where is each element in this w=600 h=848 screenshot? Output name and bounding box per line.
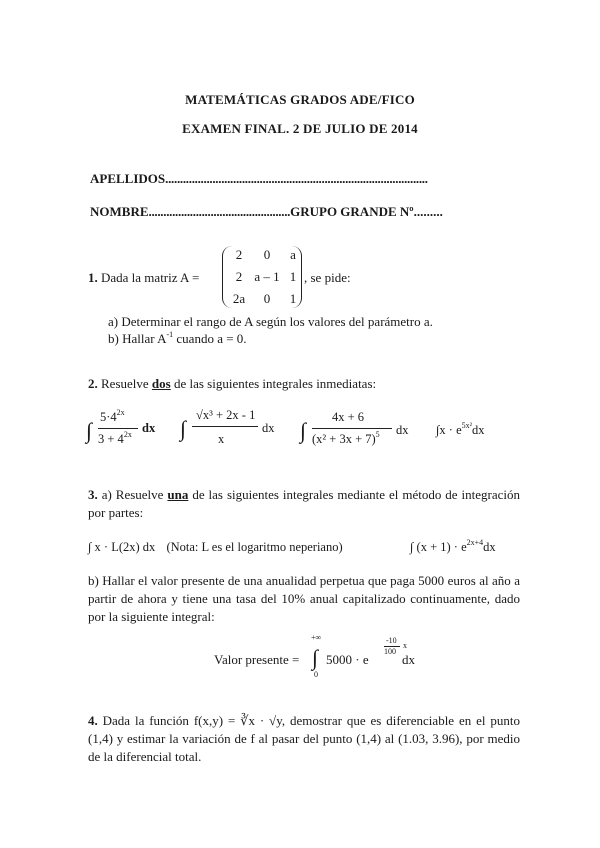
q2-i1-dx: dx bbox=[142, 421, 156, 435]
nombre-label: NOMBRE bbox=[90, 204, 149, 219]
q2-i4-sup: 5x² bbox=[461, 421, 473, 430]
q2-i3-den-text: (x² + 3x + 7) bbox=[312, 432, 376, 446]
q1-intro-text: Dada la matriz A = bbox=[101, 270, 200, 285]
q2-i2-den: x bbox=[218, 432, 225, 446]
q1-intro bbox=[88, 270, 199, 286]
vp-exp-den: 100 bbox=[384, 647, 396, 656]
q3-integral-2 bbox=[410, 540, 496, 555]
matrix-cell: 2 bbox=[235, 247, 243, 262]
fraction-line bbox=[312, 428, 392, 429]
q1-b-pre: b) Hallar A bbox=[108, 331, 167, 346]
q2-number: 2. bbox=[88, 376, 98, 391]
vp-upper-limit: +∞ bbox=[311, 633, 322, 642]
q2-text-bold: dos bbox=[151, 376, 171, 391]
q2-text-pre: Resuelve bbox=[101, 376, 152, 391]
matrix-cell: 1 bbox=[289, 291, 297, 306]
grupo-label: GRUPO GRANDE Nº......... bbox=[290, 204, 443, 219]
vp-exp-x: x bbox=[403, 641, 407, 650]
vp-dx: dx bbox=[402, 652, 415, 667]
q2-statement bbox=[88, 376, 376, 392]
q2-i3-num: 4x + 6 bbox=[332, 410, 365, 424]
q3-int1-text: ∫ x · L(2x) dx bbox=[88, 540, 156, 554]
q1-matrix bbox=[222, 246, 302, 308]
q2-i3-dx: dx bbox=[396, 423, 409, 437]
matrix-cell: 2 bbox=[235, 269, 243, 284]
integral-sign: ∫ bbox=[300, 418, 307, 443]
q2-i2-dx: dx bbox=[262, 421, 275, 435]
apellidos-line[interactable] bbox=[90, 171, 428, 187]
q2-i4-text: ∫x · e bbox=[436, 423, 462, 437]
q3-int2-sup: 2x+4 bbox=[466, 538, 484, 547]
apellidos-label: APELLIDOS bbox=[90, 171, 166, 186]
q3-a-pre: a) Resuelve bbox=[101, 487, 168, 502]
q2-text-post: de las siguientes integrales inmediatas: bbox=[170, 376, 377, 391]
q3-integral-1 bbox=[88, 540, 343, 555]
q1-number: 1. bbox=[88, 270, 98, 285]
vp-exp-num: -10 bbox=[386, 636, 397, 645]
exam-title: MATEMÁTICAS GRADOS ADE/FICO bbox=[185, 92, 415, 107]
q1-b-post: cuando a = 0. bbox=[173, 331, 247, 346]
integral-sign: ∫ bbox=[86, 418, 93, 443]
integral-sign: ∫ bbox=[312, 645, 319, 670]
q2-i3-den bbox=[312, 432, 380, 447]
q1-part-b bbox=[108, 331, 247, 347]
fraction-line bbox=[192, 426, 258, 427]
matrix-cell: 2a bbox=[232, 291, 246, 306]
nombre-line[interactable] bbox=[90, 204, 443, 220]
fraction-line bbox=[98, 428, 138, 429]
q2-i4-dx: dx bbox=[472, 423, 485, 437]
q2-i2-num: √x³ + 2x - 1 bbox=[196, 408, 256, 422]
q3-int2-text: ∫ (x + 1) · e bbox=[410, 540, 467, 554]
q2-i1-num-sup: 2x bbox=[116, 408, 125, 417]
vp-lower-limit: 0 bbox=[314, 670, 318, 679]
q2-i1-den bbox=[98, 432, 132, 447]
q2-i1-num-text: 5·4 bbox=[100, 410, 117, 424]
q3-int1-note: (Nota: L es el logaritmo neperiano) bbox=[166, 540, 343, 554]
matrix-cell: a bbox=[290, 247, 296, 262]
q3-number: 3. bbox=[88, 487, 98, 502]
q4-statement bbox=[88, 712, 520, 766]
matrix-cell: 1 bbox=[289, 269, 297, 284]
q1-suffix: , se pide: bbox=[304, 270, 351, 285]
q2-i1-num bbox=[100, 410, 125, 425]
q2-i1-den-sup: 2x bbox=[123, 430, 132, 439]
q3-int2-dx: dx bbox=[483, 540, 496, 554]
vp-label: Valor presente = bbox=[214, 652, 300, 667]
integral-sign: ∫ bbox=[180, 416, 187, 441]
q3-part-b: b) Hallar el valor presente de una anualidad perpetua que paga 5000 euros al año a partir de ahora y tiene una tasa del 10% anual capitalizado continuamente, dado por la siguiente integral: bbox=[88, 573, 520, 624]
q3-a-post: de las siguientes integrales mediante el método de integración por partes: bbox=[88, 487, 520, 520]
nombre-dots: ................................................ bbox=[148, 204, 291, 219]
matrix-cell: 0 bbox=[263, 247, 271, 262]
apellidos-dots: ......................................................................................... bbox=[165, 171, 428, 186]
q1-b-sup: -1 bbox=[166, 330, 174, 339]
q2-i1-den-text: 3 + 4 bbox=[98, 432, 124, 446]
q4-number: 4. bbox=[88, 713, 98, 728]
q2-i3-den-sup: 5 bbox=[375, 430, 380, 439]
vp-body: 5000 · e bbox=[326, 652, 369, 667]
matrix-cell: 0 bbox=[263, 291, 271, 306]
q2-i4 bbox=[436, 423, 485, 438]
q3-part-a bbox=[88, 486, 520, 522]
q1-part-a: a) Determinar el rango de A según los valores del parámetro a. bbox=[108, 314, 433, 329]
q4-text: Dada la función f(x,y) = ∛x · √y, demostrar que es diferenciable en el punto (1,4) y estimar la variación de f al pasar del punto (1,4) al (1.03, 3.96), por medio de la diferencial total. bbox=[88, 713, 520, 764]
matrix-cell: a – 1 bbox=[254, 269, 280, 284]
q3-a-bold: una bbox=[167, 487, 189, 502]
exam-subtitle: EXAMEN FINAL. 2 DE JULIO DE 2014 bbox=[182, 121, 418, 136]
